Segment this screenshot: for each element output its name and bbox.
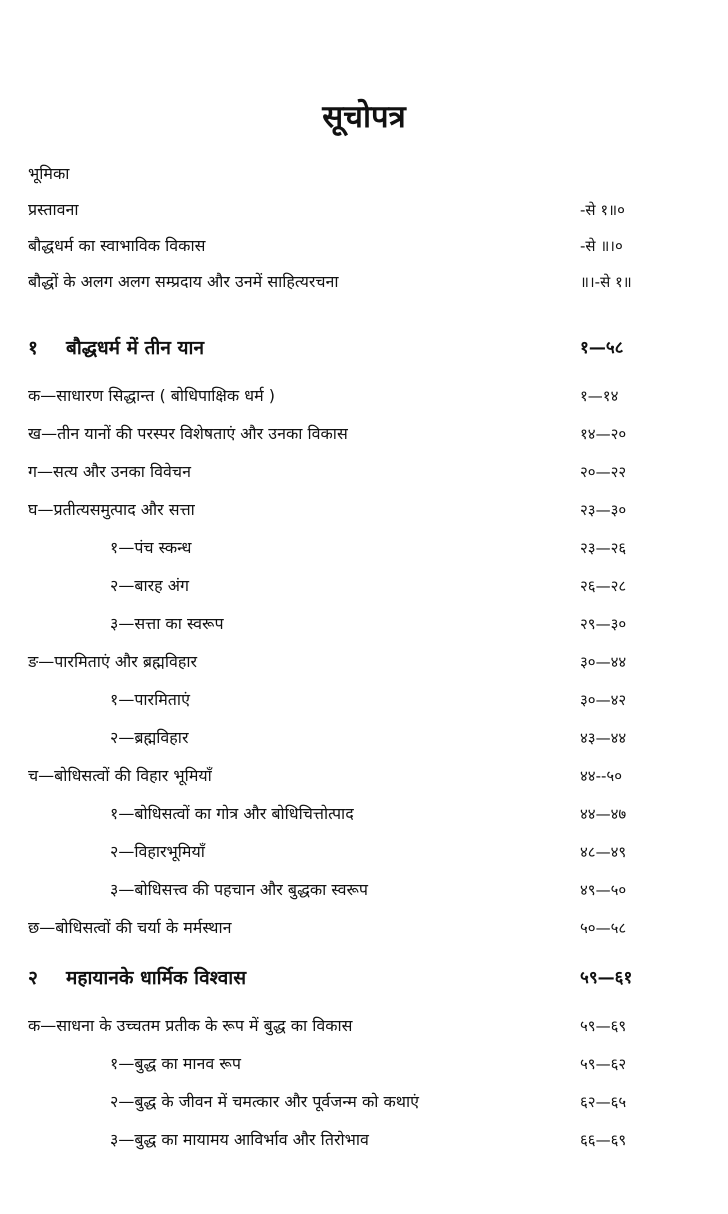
subsection-entry-pages: ४९—५० xyxy=(580,881,627,899)
section-entry xyxy=(28,914,728,942)
section-entry-pages: ३०—४४ xyxy=(580,653,627,671)
subsection-entry-pages: २६—२८ xyxy=(580,577,627,595)
intro-entry-label: बौद्धों के अलग अलग सम्प्रदाय और उनमें साहित्यरचना xyxy=(28,272,339,291)
section-entry-pages: ५९—६९ xyxy=(580,1017,627,1035)
intro-entry xyxy=(28,160,728,188)
subsection-entry xyxy=(110,534,728,562)
subsection-entry xyxy=(110,724,728,752)
section-entry xyxy=(28,420,728,448)
section-entry-pages: ४४--५० xyxy=(580,767,623,785)
section-entry-label: घ—प्रतीत्यसमुत्पाद और सत्ता xyxy=(28,500,195,519)
subsection-entry xyxy=(110,610,728,638)
section-entry-label: क—साधना के उच्चतम प्रतीक के रूप में बुद्ध का विकास xyxy=(28,1016,353,1035)
chapter-heading-pages: १—५८ xyxy=(580,338,624,358)
subsection-entry-label: २—ब्रह्मविहार xyxy=(110,728,189,747)
subsection-entry-pages: ६६—६९ xyxy=(580,1131,627,1149)
chapter-number: २ xyxy=(28,967,38,989)
section-entry xyxy=(28,382,728,410)
intro-entry-pages: -से ॥।० xyxy=(580,237,623,255)
intro-entry xyxy=(28,268,728,296)
subsection-entry-label: १—बोधिसत्वों का गोत्र और बोधिचित्तोत्पाद xyxy=(110,804,354,823)
section-entry-label: च—बोधिसत्वों की विहार भूमियाँ xyxy=(28,766,212,785)
subsection-entry-label: ३—बोधिसत्त्व की पहचान और बुद्धका स्वरूप xyxy=(110,880,369,899)
section-entry xyxy=(28,496,728,524)
chapter-heading xyxy=(28,334,728,362)
section-entry xyxy=(28,458,728,486)
subsection-entry-label: २—बारह अंग xyxy=(110,576,189,595)
chapter-heading-label xyxy=(28,964,246,992)
chapter-number: १ xyxy=(28,337,38,359)
section-entry xyxy=(28,1012,728,1040)
subsection-entry-pages: ३०—४२ xyxy=(580,691,627,709)
page-title: सूचोपत्र xyxy=(322,99,406,135)
section-entry-pages: १—१४ xyxy=(580,387,619,405)
subsection-entry xyxy=(110,1050,728,1078)
subsection-entry xyxy=(110,800,728,828)
subsection-entry-pages: २३—२६ xyxy=(580,539,627,557)
chapter-heading-label xyxy=(28,334,204,362)
intro-entry-label: प्रस्तावना xyxy=(28,200,79,219)
subsection-entry xyxy=(110,1126,728,1154)
section-entry xyxy=(28,648,728,676)
intro-entry-label: भूमिका xyxy=(28,164,70,183)
chapter-title: बौद्धधर्म में तीन यान xyxy=(66,337,204,359)
intro-entry xyxy=(28,232,728,260)
chapter-heading-pages: ५९—६१ xyxy=(580,968,633,988)
intro-entry xyxy=(28,196,728,224)
subsection-entry-pages: ६२—६५ xyxy=(580,1093,627,1111)
section-entry-label: ख—तीन यानों की परस्पर विशेषताएं और उनका विकास xyxy=(28,424,348,443)
subsection-entry xyxy=(110,1088,728,1116)
subsection-entry xyxy=(110,876,728,904)
subsection-entry-pages: २९—३० xyxy=(580,615,627,633)
subsection-entry-pages: ५९—६२ xyxy=(580,1055,627,1073)
chapter-title: महायानके धार्मिक विश्वास xyxy=(66,967,247,989)
section-entry-pages: १४—२० xyxy=(580,425,627,443)
intro-entry-pages: ॥।-से १॥ xyxy=(580,273,632,291)
subsection-entry-label: ३—सत्ता का स्वरूप xyxy=(110,614,224,633)
section-entry xyxy=(28,762,728,790)
subsection-entry-label: १—पंच स्कन्ध xyxy=(110,538,192,557)
subsection-entry-pages: ४४—४७ xyxy=(580,805,627,823)
intro-entry-pages: -से १॥० xyxy=(580,201,625,219)
subsection-entry xyxy=(110,838,728,866)
intro-entry-label: बौद्धधर्म का स्वाभाविक विकास xyxy=(28,236,206,255)
section-entry-pages: २३—३० xyxy=(580,501,627,519)
section-entry-pages: २०—२२ xyxy=(580,463,627,481)
subsection-entry-label: २—बुद्ध के जीवन में चमत्कार और पूर्वजन्म को कथाएं xyxy=(110,1092,419,1111)
subsection-entry xyxy=(110,686,728,714)
subsection-entry-label: १—बुद्ध का मानव रूप xyxy=(110,1054,241,1073)
subsection-entry-pages: ४८—४९ xyxy=(580,843,627,861)
chapter-heading xyxy=(28,964,728,992)
section-entry-pages: ५०—५८ xyxy=(580,919,627,937)
section-entry-label: छ—बोधिसत्वों की चर्या के मर्मस्थान xyxy=(28,918,232,937)
section-entry-label: ङ—पारमिताएं और ब्रह्मविहार xyxy=(28,652,198,671)
subsection-entry-label: १—पारमिताएं xyxy=(110,690,190,709)
subsection-entry-label: २—विहारभूमियाँ xyxy=(110,842,205,861)
subsection-entry-pages: ४३—४४ xyxy=(580,729,627,747)
subsection-entry xyxy=(110,572,728,600)
section-entry-label: ग—सत्य और उनका विवेचन xyxy=(28,462,191,481)
section-entry-label: क—साधारण सिद्धान्त ( बोधिपाक्षिक धर्म ) xyxy=(28,386,276,405)
subsection-entry-label: ३—बुद्ध का मायामय आविर्भाव और तिरोभाव xyxy=(110,1130,369,1149)
